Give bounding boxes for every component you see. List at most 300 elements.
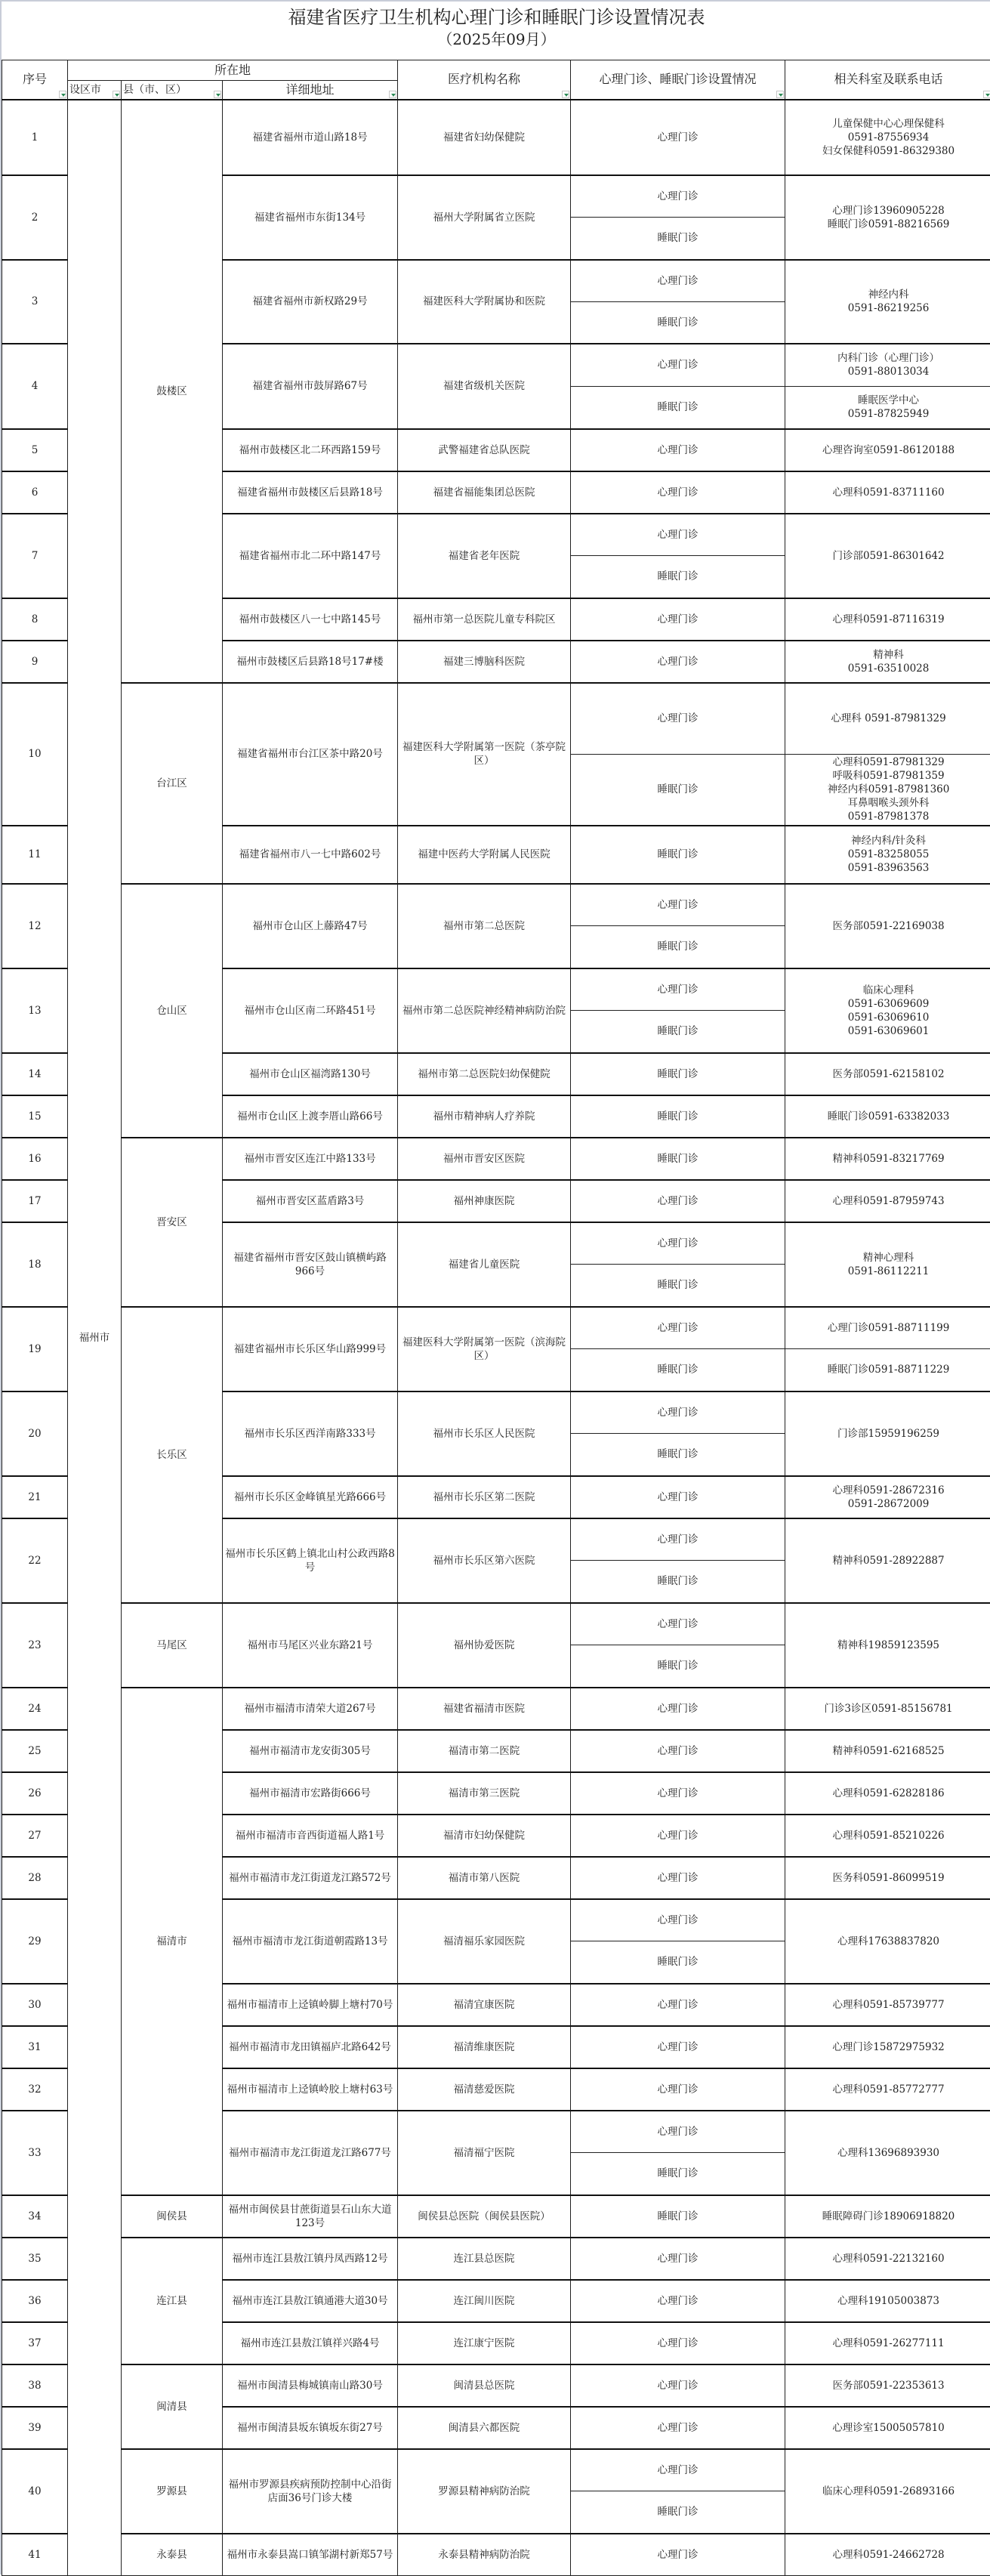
row-seq: 11	[2, 826, 68, 884]
clinic-type-cell: 心理门诊	[571, 2111, 785, 2153]
row-address: 福建省福州市北二环中路147号	[223, 514, 398, 598]
row-seq: 30	[2, 1984, 68, 2026]
table-row	[2, 1138, 990, 1180]
filter-dropdown-icon[interactable]	[776, 91, 784, 98]
row-address: 福州市闽侯县甘蔗街道昙石山东大道123号	[223, 2195, 398, 2238]
clinic-type-cell: 睡眠门诊	[571, 1941, 785, 1984]
county-cell: 福清市	[122, 1688, 223, 2195]
row-address: 福州市福清市上迳镇岭胶上塘村63号	[223, 2068, 398, 2111]
row-institution: 福州市长乐区人民医院	[398, 1391, 571, 1476]
row-institution: 福清市妇幼保健院	[398, 1815, 571, 1857]
row-institution: 福建省福清市医院	[398, 1688, 571, 1730]
clinic-type-cell: 睡眠门诊	[571, 1095, 785, 1138]
table-body	[2, 100, 990, 2576]
contact-cell	[785, 100, 990, 175]
row-seq: 6	[2, 471, 68, 514]
row-address: 福州市仓山区南二环路451号	[223, 968, 398, 1053]
row-institution: 福建省妇幼保健院	[398, 100, 571, 175]
row-address: 福建省福州市长乐区华山路999号	[223, 1307, 398, 1391]
clinic-type-cell: 睡眠门诊	[571, 1265, 785, 1307]
contact-line: 0591-63510028	[788, 662, 989, 675]
contact-line: 心理科0591-24662728	[788, 2548, 989, 2562]
contact-line: 医务部0591-62158102	[788, 1067, 989, 1081]
row-seq: 18	[2, 1222, 68, 1307]
row-seq: 40	[2, 2449, 68, 2534]
row-address: 福州市罗源县疾病预防控制中心沿街店面36号门诊大楼	[223, 2449, 398, 2534]
contact-line: 耳鼻咽喉头颈外科	[788, 796, 989, 810]
row-seq: 2	[2, 175, 68, 260]
row-institution: 福州市第二总医院神经精神病防治院	[398, 968, 571, 1053]
county-cell: 台江区	[122, 683, 223, 884]
row-institution: 福建医科大学附属第一医院（滨海院区）	[398, 1307, 571, 1391]
row-institution: 福建省级机关医院	[398, 344, 571, 429]
row-seq: 7	[2, 514, 68, 598]
contact-line: 精神科0591-62168525	[788, 1744, 989, 1758]
row-address: 福建省福州市台江区茶中路20号	[223, 683, 398, 826]
row-seq: 5	[2, 429, 68, 471]
contact-line: 医务部0591-22169038	[788, 919, 989, 933]
clinic-type-cell: 心理门诊	[571, 1730, 785, 1772]
row-address: 福州市闽清县梅城镇南山路30号	[223, 2364, 398, 2407]
contact-cell	[785, 344, 990, 387]
row-address: 福州市福清市龙安街305号	[223, 1730, 398, 1772]
row-address: 福州市闽清县坂东镇坂东街27号	[223, 2407, 398, 2449]
row-institution: 闽清县六都医院	[398, 2407, 571, 2449]
row-address: 福州市福清市龙江街道朝霞路13号	[223, 1899, 398, 1984]
row-seq: 36	[2, 2280, 68, 2322]
clinic-type-cell: 心理门诊	[571, 1476, 785, 1518]
contact-cell	[785, 1138, 990, 1180]
clinic-type-cell: 心理门诊	[571, 2407, 785, 2449]
clinic-type-cell: 心理门诊	[571, 884, 785, 926]
county-cell: 闽侯县	[122, 2195, 223, 2238]
row-address: 福州市仓山区上藤路47号	[223, 884, 398, 968]
page-title: 福建省医疗卫生机构心理门诊和睡眠门诊设置情况表	[2, 2, 990, 29]
contact-line: 0591-63069609	[788, 997, 989, 1011]
row-address: 福州市长乐区西洋南路333号	[223, 1391, 398, 1476]
clinic-type-cell: 睡眠门诊	[571, 1434, 785, 1476]
clinic-type-cell: 心理门诊	[571, 429, 785, 471]
contact-cell	[785, 1518, 990, 1603]
row-institution: 连江闽川医院	[398, 2280, 571, 2322]
clinic-type-cell: 心理门诊	[571, 683, 785, 755]
row-address: 福建省福州市鼓楼区后县路18号	[223, 471, 398, 514]
table-row	[2, 2534, 990, 2576]
contact-cell	[785, 1053, 990, 1095]
clinic-type-cell: 心理门诊	[571, 968, 785, 1011]
clinic-type-cell: 睡眠门诊	[571, 218, 785, 260]
row-institution: 福建中医药大学附属人民医院	[398, 826, 571, 884]
row-seq: 28	[2, 1857, 68, 1899]
row-seq: 10	[2, 683, 68, 826]
contact-cell	[785, 2238, 990, 2280]
contact-cell	[785, 1095, 990, 1138]
row-address: 福州市鼓楼区八一七中路145号	[223, 598, 398, 641]
row-address: 福建省福州市鼓屏路67号	[223, 344, 398, 429]
contact-cell	[785, 1730, 990, 1772]
row-seq: 35	[2, 2238, 68, 2280]
title-block	[2, 2, 990, 60]
row-institution: 福州市第二总医院妇幼保健院	[398, 1053, 571, 1095]
clinic-type-cell: 心理门诊	[571, 2534, 785, 2576]
contact-cell	[785, 260, 990, 344]
row-seq: 13	[2, 968, 68, 1053]
row-seq: 29	[2, 1899, 68, 1984]
contact-line: 心理科0591-87981329	[788, 755, 989, 769]
row-address: 福州市仓山区上渡李厝山路66号	[223, 1095, 398, 1138]
row-institution: 福州市第二总医院	[398, 884, 571, 968]
row-institution: 福清宜康医院	[398, 1984, 571, 2026]
row-seq: 26	[2, 1772, 68, 1815]
clinic-type-cell: 睡眠门诊	[571, 1011, 785, 1053]
row-address: 福州市长乐区金峰镇星光路666号	[223, 1476, 398, 1518]
county-cell: 闽清县	[122, 2364, 223, 2449]
clinic-type-cell: 心理门诊	[571, 2280, 785, 2322]
row-address: 福州市晋安区蓝盾路3号	[223, 1180, 398, 1222]
row-institution: 福州市长乐区第二医院	[398, 1476, 571, 1518]
contact-line: 心理科0591-28672316	[788, 1484, 989, 1497]
contact-cell	[785, 1688, 990, 1730]
clinic-type-cell: 睡眠门诊	[571, 1138, 785, 1180]
row-address: 福州市鼓楼区北二环西路159号	[223, 429, 398, 471]
contact-line: 0591-86219256	[788, 301, 989, 315]
table-row	[2, 1688, 990, 1730]
clinic-type-cell: 睡眠门诊	[571, 301, 785, 344]
row-institution: 福建医科大学附属协和医院	[398, 260, 571, 344]
row-institution: 福州协爱医院	[398, 1603, 571, 1688]
row-seq: 34	[2, 2195, 68, 2238]
row-institution: 福建省儿童医院	[398, 1222, 571, 1307]
contact-line: 心理科17638837820	[788, 1935, 989, 1948]
row-seq: 17	[2, 1180, 68, 1222]
row-seq: 25	[2, 1730, 68, 1772]
clinic-type-cell: 睡眠门诊	[571, 386, 785, 429]
clinic-type-cell: 心理门诊	[571, 1984, 785, 2026]
row-institution: 福建省老年医院	[398, 514, 571, 598]
row-address: 福州市福清市宏路街666号	[223, 1772, 398, 1815]
row-institution: 福清福宁医院	[398, 2111, 571, 2195]
contact-line: 神经内科/针灸科	[788, 834, 989, 848]
contact-line: 精神科	[788, 648, 989, 662]
row-seq: 1	[2, 100, 68, 175]
contact-line: 心理科0591-22132160	[788, 2252, 989, 2266]
row-seq: 19	[2, 1307, 68, 1391]
contact-cell	[785, 683, 990, 755]
row-address: 福州市福清市清荣大道267号	[223, 1688, 398, 1730]
clinic-type-cell: 心理门诊	[571, 1772, 785, 1815]
row-seq: 12	[2, 884, 68, 968]
contact-cell	[785, 514, 990, 598]
table-row	[2, 1307, 990, 1349]
row-address: 福州市仓山区福湾路130号	[223, 1053, 398, 1095]
contact-line: 心理科0591-85739777	[788, 1998, 989, 2012]
table-header	[2, 60, 990, 100]
clinic-type-cell: 睡眠门诊	[571, 556, 785, 598]
row-address: 福建省福州市晋安区鼓山镇横屿路966号	[223, 1222, 398, 1307]
contact-cell	[785, 1476, 990, 1518]
contact-line: 睡眠障碍门诊18906918820	[788, 2210, 989, 2223]
contact-cell	[785, 2449, 990, 2534]
filter-dropdown-icon[interactable]	[389, 91, 396, 98]
clinic-type-cell: 心理门诊	[571, 2364, 785, 2407]
clinic-type-cell: 心理门诊	[571, 260, 785, 302]
contact-line: 0591-83963563	[788, 861, 989, 875]
row-seq: 27	[2, 1815, 68, 1857]
row-institution: 永泰县精神病防治院	[398, 2534, 571, 2576]
county-cell: 仓山区	[122, 884, 223, 1138]
contact-cell	[785, 754, 990, 826]
contact-line: 睡眠医学中心	[788, 394, 989, 407]
contact-line: 精神科19859123595	[788, 1639, 989, 1652]
contact-line: 心理门诊13960905228	[788, 204, 989, 218]
contact-line: 0591-86112211	[788, 1265, 989, 1278]
contact-line: 心理诊室15005057810	[788, 2421, 989, 2435]
contact-line: 心理门诊0591-88711199	[788, 1321, 989, 1335]
clinic-type-cell: 心理门诊	[571, 1899, 785, 1941]
contact-line: 0591-87556934	[788, 131, 989, 144]
table-row	[2, 2364, 990, 2407]
filter-dropdown-icon[interactable]	[983, 91, 990, 98]
clinic-type-cell: 睡眠门诊	[571, 754, 785, 826]
row-address: 福建省福州市东街134号	[223, 175, 398, 260]
row-seq: 32	[2, 2068, 68, 2111]
contact-line: 心理科0591-85210226	[788, 1829, 989, 1842]
contact-line: 0591-28672009	[788, 1497, 989, 1511]
row-seq: 14	[2, 1053, 68, 1095]
contact-cell	[785, 2364, 990, 2407]
contact-cell	[785, 1899, 990, 1984]
contact-line: 0591-83258055	[788, 848, 989, 861]
row-address: 福州市福清市上迳镇岭脚上塘村70号	[223, 1984, 398, 2026]
clinic-type-cell: 睡眠门诊	[571, 2491, 785, 2534]
clinic-type-cell: 心理门诊	[571, 2026, 785, 2068]
contact-line: 门诊3诊区0591-85156781	[788, 1702, 989, 1716]
clinic-type-cell: 心理门诊	[571, 2238, 785, 2280]
row-seq: 3	[2, 260, 68, 344]
contact-line: 精神科0591-83217769	[788, 1152, 989, 1166]
contact-line: 睡眠门诊0591-63382033	[788, 1110, 989, 1123]
contact-cell	[785, 1180, 990, 1222]
clinic-type-cell: 睡眠门诊	[571, 1349, 785, 1391]
header-location: 所在地	[68, 60, 398, 81]
contact-line: 心理科0591-26277111	[788, 2337, 989, 2350]
row-institution: 武警福建省总队医院	[398, 429, 571, 471]
row-address: 福建省福州市八一七中路602号	[223, 826, 398, 884]
clinic-type-cell: 睡眠门诊	[571, 926, 785, 968]
clinic-type-cell: 心理门诊	[571, 1688, 785, 1730]
contact-line: 心理科0591-87959743	[788, 1194, 989, 1208]
county-cell: 罗源县	[122, 2449, 223, 2534]
row-institution: 福建省福能集团总医院	[398, 471, 571, 514]
row-address: 福州市鼓楼区后县路18号17#楼	[223, 641, 398, 683]
row-institution: 闽清县总医院	[398, 2364, 571, 2407]
header-address[interactable]: 详细地址	[223, 81, 398, 100]
row-institution: 福州大学附属省立医院	[398, 175, 571, 260]
contact-cell	[785, 1857, 990, 1899]
clinic-type-cell: 心理门诊	[571, 598, 785, 641]
contact-cell	[785, 2026, 990, 2068]
contact-line: 心理科0591-85772777	[788, 2083, 989, 2096]
row-seq: 33	[2, 2111, 68, 2195]
row-seq: 9	[2, 641, 68, 683]
row-address: 福州市晋安区连江中路133号	[223, 1138, 398, 1180]
contact-cell	[785, 386, 990, 429]
row-institution: 福州市精神病人疗养院	[398, 1095, 571, 1138]
contact-cell	[785, 1307, 990, 1349]
row-seq: 15	[2, 1095, 68, 1138]
row-address: 福州市福清市龙江街道龙江路572号	[223, 1857, 398, 1899]
county-cell: 长乐区	[122, 1307, 223, 1603]
row-seq: 22	[2, 1518, 68, 1603]
contact-line: 妇女保健科0591-86329380	[788, 144, 989, 158]
contact-line: 神经内科	[788, 288, 989, 301]
row-institution: 连江县总医院	[398, 2238, 571, 2280]
row-address: 福州市福清市龙田镇福庐北路642号	[223, 2026, 398, 2068]
header-seq[interactable]: 序号	[2, 60, 68, 100]
contact-line: 0591-87825949	[788, 407, 989, 421]
filter-dropdown-icon[interactable]	[214, 91, 221, 98]
county-cell: 晋安区	[122, 1138, 223, 1307]
contact-line: 心理科0591-62828186	[788, 1787, 989, 1800]
clinic-type-cell: 心理门诊	[571, 1603, 785, 1645]
filter-dropdown-icon[interactable]	[59, 91, 66, 98]
contact-cell	[785, 2195, 990, 2238]
row-institution: 福建医科大学附属第一医院（茶亭院区）	[398, 683, 571, 826]
contact-cell	[785, 1603, 990, 1688]
row-institution: 福建三博脑科医院	[398, 641, 571, 683]
county-cell: 马尾区	[122, 1603, 223, 1688]
header-institution[interactable]: 医疗机构名称	[398, 60, 571, 100]
row-seq: 20	[2, 1391, 68, 1476]
row-seq: 39	[2, 2407, 68, 2449]
contact-cell	[785, 1391, 990, 1476]
contact-line: 0591-63069601	[788, 1024, 989, 1038]
clinic-type-cell: 心理门诊	[571, 175, 785, 218]
clinic-type-cell: 睡眠门诊	[571, 1561, 785, 1603]
contact-cell	[785, 471, 990, 514]
contact-line: 临床心理科0591-26893166	[788, 2485, 989, 2498]
table-row	[2, 884, 990, 926]
contact-line: 心理咨询室0591-86120188	[788, 443, 989, 457]
header-clinic-type[interactable]: 心理门诊、睡眠门诊设置情况	[571, 60, 785, 100]
filter-dropdown-icon[interactable]	[113, 91, 120, 98]
clinic-type-cell: 心理门诊	[571, 100, 785, 175]
row-seq: 8	[2, 598, 68, 641]
contact-line: 医务科0591-86099519	[788, 1871, 989, 1885]
row-seq: 21	[2, 1476, 68, 1518]
row-address: 福建省福州市道山路18号	[223, 100, 398, 175]
table-row	[2, 683, 990, 755]
contact-cell	[785, 1222, 990, 1307]
contact-line: 精神科0591-28922887	[788, 1554, 989, 1568]
row-seq: 16	[2, 1138, 68, 1180]
clinic-type-cell: 心理门诊	[571, 1391, 785, 1434]
row-institution: 福清慈爱医院	[398, 2068, 571, 2111]
header-city[interactable]: 设区市	[68, 81, 122, 100]
clinic-type-cell: 心理门诊	[571, 514, 785, 556]
row-institution: 福州市长乐区第六医院	[398, 1518, 571, 1603]
contact-line: 心理科19105003873	[788, 2294, 989, 2308]
clinic-type-cell: 心理门诊	[571, 1815, 785, 1857]
contact-cell	[785, 2322, 990, 2364]
contact-cell	[785, 429, 990, 471]
row-institution: 福清市第二医院	[398, 1730, 571, 1772]
header-contact[interactable]: 相关科室及联系电话	[785, 60, 990, 100]
row-address: 福州市长乐区鹤上镇北山村公政西路8号	[223, 1518, 398, 1603]
clinic-table	[2, 60, 990, 2576]
row-institution: 福清福乐家园医院	[398, 1899, 571, 1984]
contact-cell	[785, 598, 990, 641]
filter-dropdown-icon[interactable]	[562, 91, 569, 98]
contact-cell	[785, 2280, 990, 2322]
row-address: 福州市连江县敖江镇丹凤西路12号	[223, 2238, 398, 2280]
city-cell: 福州市	[68, 100, 122, 2576]
clinic-type-cell: 心理门诊	[571, 1222, 785, 1265]
row-institution: 福清维康医院	[398, 2026, 571, 2068]
clinic-type-cell: 睡眠门诊	[571, 2153, 785, 2195]
contact-line: 心理科0591-87116319	[788, 613, 989, 626]
table-row	[2, 100, 990, 175]
contact-cell	[785, 2068, 990, 2111]
county-cell: 连江县	[122, 2238, 223, 2364]
row-seq: 4	[2, 344, 68, 429]
row-institution: 罗源县精神病防治院	[398, 2449, 571, 2534]
contact-line: 门诊部0591-86301642	[788, 549, 989, 563]
row-address: 福州市连江县敖江镇通港大道30号	[223, 2280, 398, 2322]
row-seq: 24	[2, 1688, 68, 1730]
county-cell: 永泰县	[122, 2534, 223, 2576]
row-institution: 福清市第八医院	[398, 1857, 571, 1899]
table-row	[2, 1603, 990, 1645]
row-address: 福州市连江县敖江镇祥兴路4号	[223, 2322, 398, 2364]
clinic-type-cell: 睡眠门诊	[571, 826, 785, 884]
contact-line: 0591-63069610	[788, 1011, 989, 1024]
row-institution: 连江康宁医院	[398, 2322, 571, 2364]
contact-cell	[785, 1984, 990, 2026]
contact-line: 心理门诊15872975932	[788, 2040, 989, 2054]
table-row	[2, 2195, 990, 2238]
contact-line: 心理科 0591-87981329	[788, 712, 989, 725]
clinic-type-cell: 心理门诊	[571, 641, 785, 683]
clinic-type-cell: 心理门诊	[571, 1307, 785, 1349]
contact-cell	[785, 2407, 990, 2449]
header-county[interactable]: 县（市、区）	[122, 81, 223, 100]
table-row	[2, 2238, 990, 2280]
row-address: 福州市永泰县嵩口镇邹湖村新郑57号	[223, 2534, 398, 2576]
clinic-type-cell: 心理门诊	[571, 344, 785, 387]
row-institution: 闽侯县总医院（闽侯县医院）	[398, 2195, 571, 2238]
contact-cell	[785, 641, 990, 683]
contact-cell	[785, 2534, 990, 2576]
clinic-type-cell: 睡眠门诊	[571, 2195, 785, 2238]
contact-line: 心理科0591-83711160	[788, 486, 989, 499]
row-seq: 37	[2, 2322, 68, 2364]
contact-cell	[785, 1815, 990, 1857]
clinic-type-cell: 心理门诊	[571, 1518, 785, 1561]
contact-line: 睡眠门诊0591-88711229	[788, 1363, 989, 1376]
row-address: 福州市福清市龙江街道龙江路677号	[223, 2111, 398, 2195]
row-institution: 福州市晋安区医院	[398, 1138, 571, 1180]
contact-line: 睡眠门诊0591-88216569	[788, 218, 989, 231]
contact-line: 医务部0591-22353613	[788, 2379, 989, 2392]
contact-line: 儿童保健中心心理保健科	[788, 117, 989, 131]
clinic-type-cell: 心理门诊	[571, 1857, 785, 1899]
row-institution: 福清市第三医院	[398, 1772, 571, 1815]
row-seq: 38	[2, 2364, 68, 2407]
row-seq: 31	[2, 2026, 68, 2068]
clinic-type-cell: 心理门诊	[571, 471, 785, 514]
clinic-type-cell: 睡眠门诊	[571, 1645, 785, 1688]
